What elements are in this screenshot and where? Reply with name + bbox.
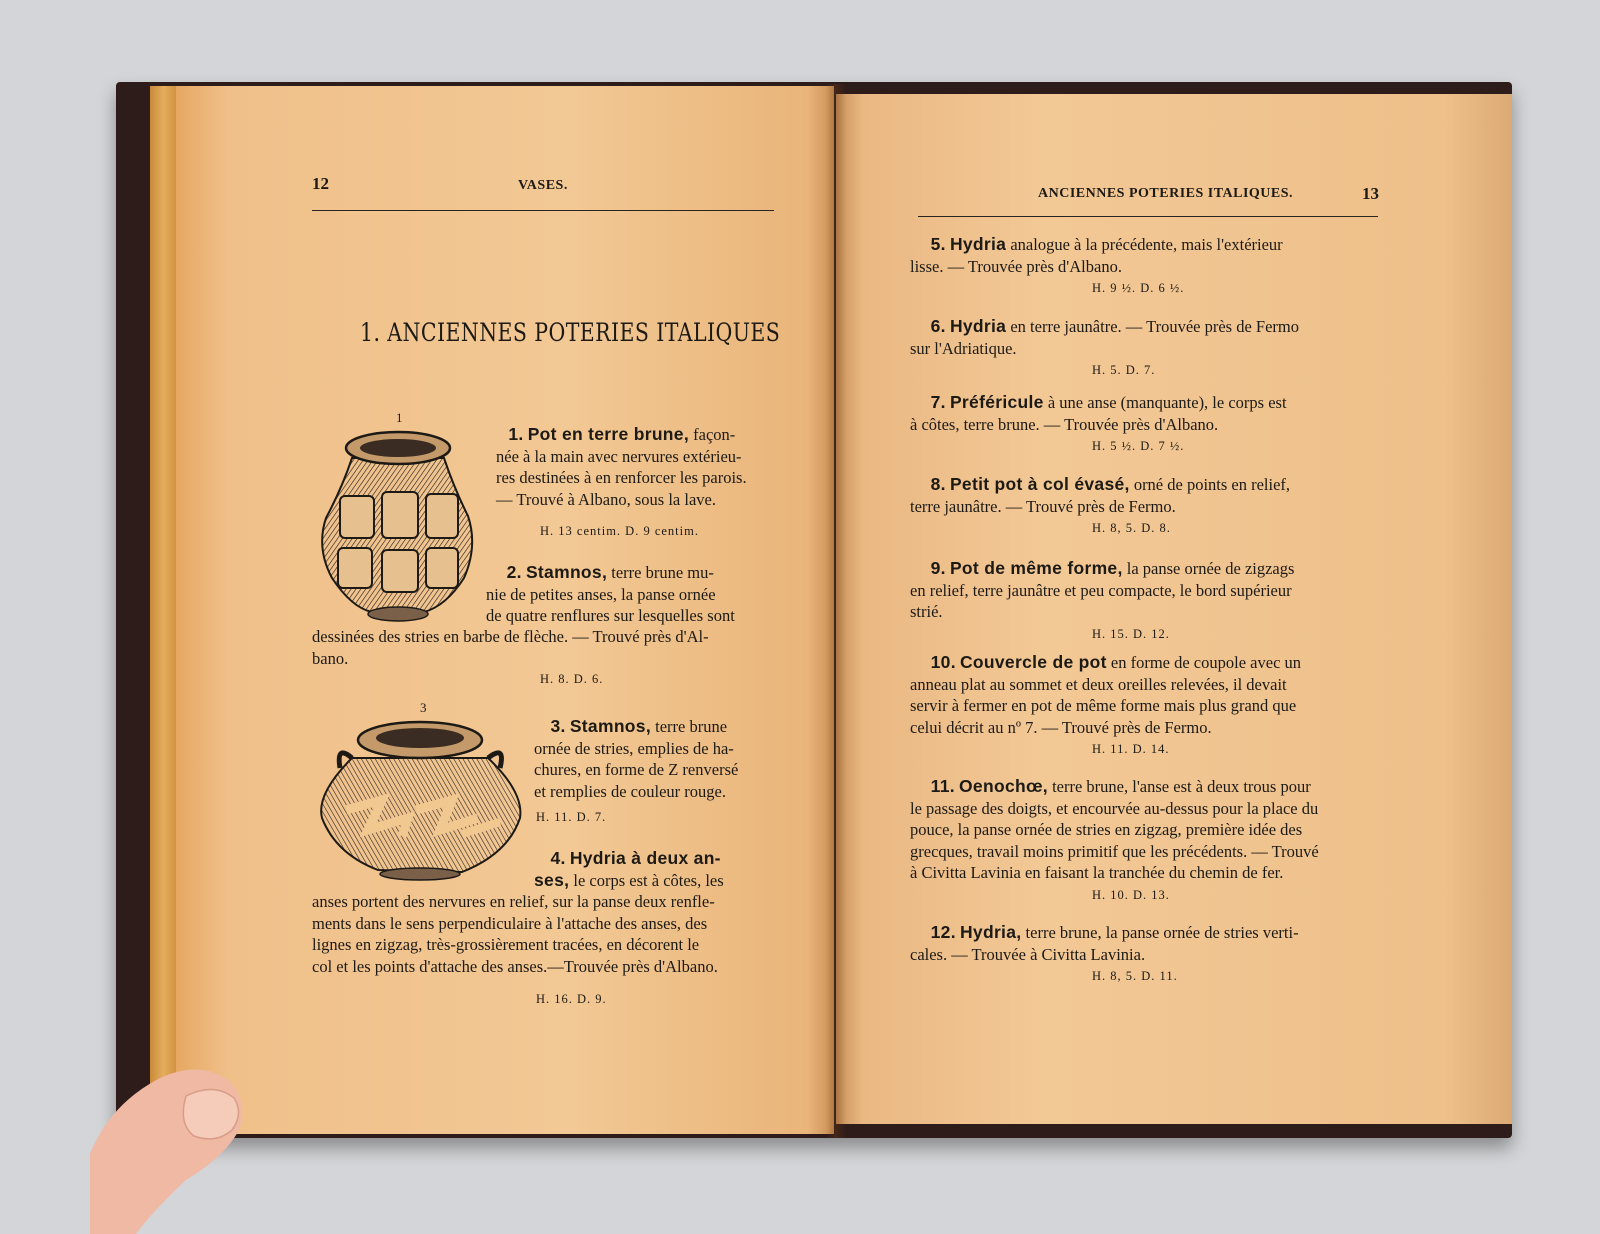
entry-text: pouce, la panse ornée de stries en zigzag, première idée des	[910, 820, 1303, 839]
right-page-number: 13	[1362, 184, 1379, 203]
entry-title: Petit pot à col évasé,	[949, 474, 1130, 494]
entry-text: et remplies de couleur rouge.	[534, 781, 726, 801]
entry-text: le passage des doigts, et encourvée au-dessus pour la place du	[910, 798, 1319, 818]
entry-text: strié.	[910, 602, 943, 621]
entry-text: à côtes, terre brune. — Trouvée près d'Albano.	[910, 414, 1219, 434]
entry-dimensions: H. 13 centim. D. 9 centim.	[540, 524, 699, 538]
left-running-head: VASES.	[518, 178, 568, 193]
entry-text: née à la main avec nervures extérieu-	[496, 446, 742, 466]
entry-number: 7.	[930, 392, 946, 412]
entry-9	[910, 558, 1378, 623]
entry-number: 1.	[508, 424, 524, 444]
entry-title: Hydria à deux an-	[569, 848, 721, 868]
entry-title: Hydria	[949, 234, 1007, 254]
entry-text: dessinées des stries en barbe de flèche. — Trouvé près d'Al-	[312, 627, 709, 646]
entry-text: en relief, terre jaunâtre et peu compacte, le bord supérieur	[910, 580, 1292, 600]
vase-1-illustration	[312, 428, 484, 624]
entry-text: ornée de stries, emplies de ha-	[534, 738, 734, 758]
entry-text: anneau plat au sommet et deux oreilles relevées, il devait	[910, 674, 1287, 694]
entry-text: la panse ornée de zigzags	[1126, 559, 1295, 578]
entry-text: terre jaunâtre. — Trouvé près de Fermo.	[910, 496, 1176, 516]
entry-text: à Civitta Lavinia en faisant la tranchée du chemin de fer.	[910, 863, 1284, 882]
entry-text: analogue à la précédente, mais l'extérieur	[1010, 235, 1283, 254]
vase-3-illustration	[312, 714, 530, 882]
entry-text: lignes en zigzag, très-grossièrement tracées, en décorent le	[312, 935, 700, 954]
entry-dimensions: H. 11. D. 7.	[536, 810, 607, 824]
entry-text: anses portent des nervures en relief, sur la panse deux renfle-	[312, 892, 715, 911]
gutter	[826, 84, 846, 1138]
entry-dimensions: H. 8. D. 6.	[540, 672, 604, 686]
entry-text: lisse. — Trouvée près d'Albano.	[910, 256, 1122, 276]
entry-11	[910, 776, 1378, 884]
entry-number: 4.	[550, 848, 566, 868]
entry-text: en forme de coupole avec un	[1110, 653, 1302, 672]
entry-title: Hydria,	[959, 922, 1022, 942]
thumb	[90, 1064, 250, 1234]
entry-text: de quatre renflures sur lesquelles sont	[486, 606, 735, 625]
entry-title: Stamnos,	[569, 716, 651, 736]
entry-text: — Trouvé à Albano, sous la lave.	[496, 489, 716, 509]
entry-text: chures, en forme de Z renversé	[534, 760, 739, 779]
entry-text: nie de petites anses, la panse ornée	[486, 584, 716, 604]
entry-title: Pot en terre brune,	[527, 424, 689, 444]
entry-number: 12.	[930, 922, 956, 942]
entry-title: ses,	[534, 869, 570, 890]
entry-title: Préféricule	[949, 392, 1044, 412]
entry-title: Pot de même forme,	[949, 558, 1123, 578]
entry-number: 9.	[930, 558, 946, 578]
entry-title: Stamnos,	[525, 562, 608, 582]
entry-text: en terre jaunâtre. — Trouvée près de Fermo	[1010, 317, 1300, 336]
figure-label-3: 3	[420, 700, 427, 715]
entry-text: ments dans le sens perpendiculaire à l'attache des anses, des	[312, 913, 708, 933]
entry-4-cont	[312, 891, 776, 977]
entry-number: 5.	[930, 234, 946, 254]
entry-2-cont	[312, 626, 776, 669]
entry-2	[486, 562, 776, 627]
entry-number: 6.	[930, 316, 946, 336]
entry-text: façon-	[693, 425, 736, 444]
entry-4	[534, 848, 776, 891]
entry-dimensions: H. 9 ½. D. 6 ½.	[1092, 281, 1185, 295]
figure-label-1: 1	[396, 410, 403, 425]
entry-text: servir à fermer en pot de même forme mais plus grand que	[910, 696, 1297, 715]
entry-dimensions: H. 10. D. 13.	[1092, 887, 1170, 902]
entry-3	[534, 716, 776, 802]
entry-dimensions: H. 5. D. 7.	[1092, 363, 1156, 377]
entry-text: terre brune mu-	[611, 563, 714, 582]
right-header-rule	[918, 216, 1378, 217]
entry-5	[910, 234, 1378, 277]
entry-dimensions: H. 5 ½. D. 7 ½.	[1092, 439, 1185, 453]
entry-title: Couvercle de pot	[959, 652, 1107, 672]
entry-text: bano.	[312, 648, 349, 668]
entry-dimensions: H. 15. D. 12.	[1092, 626, 1170, 641]
entry-12	[910, 922, 1378, 965]
entry-number: 8.	[930, 474, 946, 494]
entry-text: le corps est à côtes, les	[573, 870, 724, 890]
entry-number: 11.	[930, 776, 955, 796]
entry-10	[910, 652, 1378, 738]
entry-dimensions: H. 16. D. 9.	[536, 992, 607, 1006]
entry-text: col et les points d'attache des anses.—Trouvée près d'Albano.	[312, 956, 718, 976]
entry-text: sur l'Adriatique.	[910, 338, 1017, 358]
entry-dimensions: H. 11. D. 14.	[1092, 742, 1170, 756]
entry-text: cales. — Trouvée à Civitta Lavinia.	[910, 944, 1146, 964]
entry-number: 2.	[506, 562, 522, 582]
entry-text: terre brune, la panse ornée de stries verti-	[1025, 923, 1299, 942]
entry-7	[910, 392, 1378, 435]
entry-text: à une anse (manquante), le corps est	[1047, 393, 1287, 412]
entry-1	[496, 424, 776, 510]
entry-text: celui décrit au nº 7. — Trouvé près de Fermo.	[910, 717, 1212, 737]
entry-dimensions: H. 8, 5. D. 8.	[1092, 521, 1171, 535]
entry-title: Hydria	[949, 316, 1007, 336]
entry-text: grecques, travail moins primitif que les précédents. — Trouvé	[910, 841, 1319, 861]
entry-number: 3.	[550, 716, 566, 736]
entry-text: res destinées à en renforcer les parois.	[496, 468, 747, 487]
entry-text: terre brune	[655, 717, 728, 736]
entry-dimensions: H. 8, 5. D. 11.	[1092, 969, 1178, 983]
entry-8	[910, 474, 1378, 517]
right-running-head: ANCIENNES POTERIES ITALIQUES.	[1038, 186, 1294, 201]
entry-text: orné de points en relief,	[1133, 475, 1291, 494]
chapter-title: 1. ANCIENNES POTERIES ITALIQUES	[360, 318, 781, 347]
left-header-rule	[312, 210, 774, 211]
entry-number: 10.	[930, 652, 956, 672]
entry-6	[910, 316, 1378, 359]
entry-title: Oenochœ,	[959, 776, 1048, 796]
entry-text: terre brune, l'anse est à deux trous pour	[1052, 777, 1311, 796]
left-page-number: 12	[312, 174, 329, 193]
